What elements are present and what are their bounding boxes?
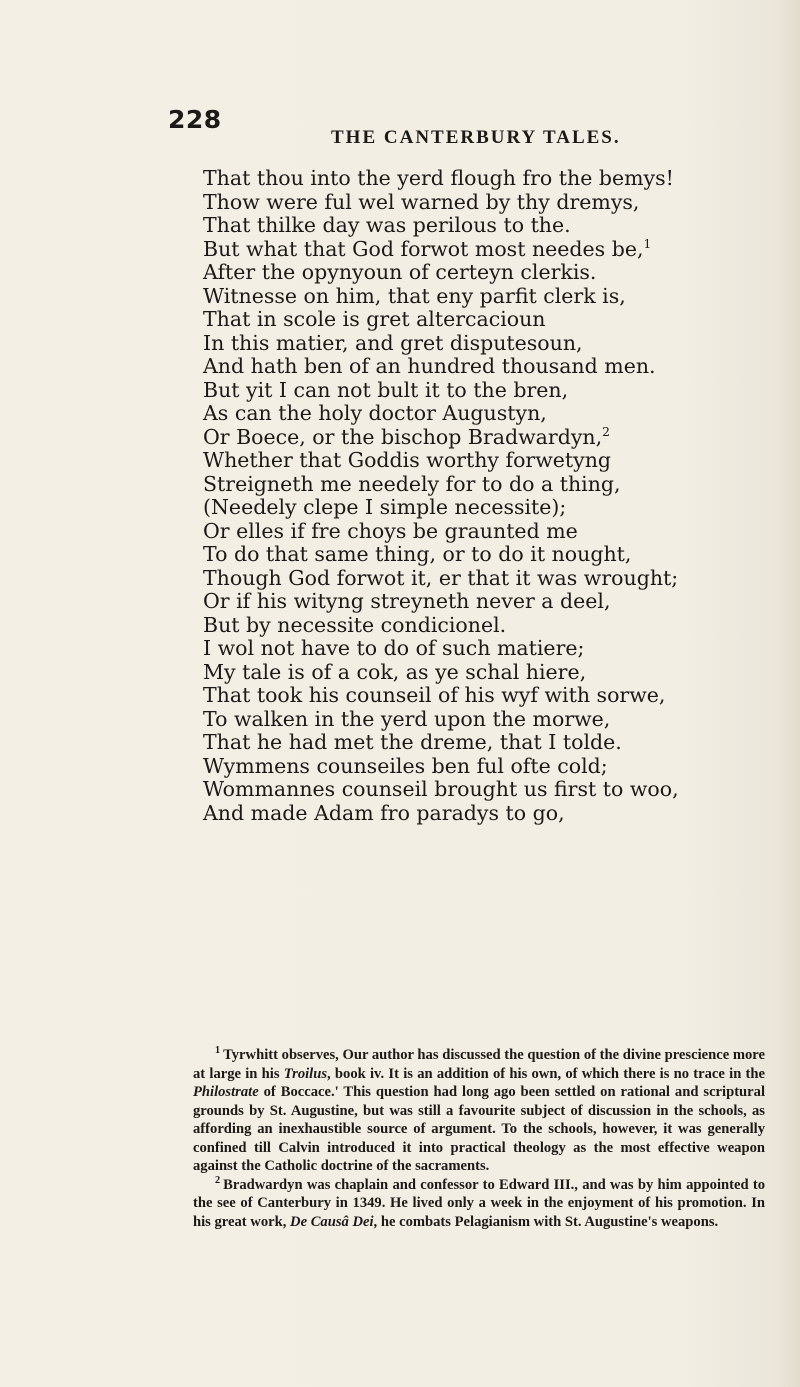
work-title: Philostrate bbox=[193, 1084, 259, 1100]
footnote-marker: 1 bbox=[643, 236, 652, 251]
poem-line: As can the holy doctor Augustyn, bbox=[203, 401, 547, 425]
poem-line: To walken in the yerd upon the morwe, bbox=[203, 706, 611, 731]
poem-line: Streigneth me needely for to do a thing, bbox=[203, 471, 621, 496]
poem-line: That thilke day was perilous to the. bbox=[203, 213, 571, 237]
page-header bbox=[168, 105, 768, 155]
page-number: 228 bbox=[168, 105, 222, 134]
poem-line: My tale is of a cok, as ye schal hiere, bbox=[203, 659, 587, 684]
poem-line: And hath ben of an hundred thousand men. bbox=[203, 354, 656, 378]
poem-line: In this matier, and gret disputesoun, bbox=[203, 330, 583, 355]
footnote-2: $^2$ Bradwardyn was chaplain and confessor to Edward III., and was by him appointed to the see of Canterbury in 1349. He lived only a week in the enjoyment of his promotion. In his great work, De Causâ Dei, he combats Pelagianism with St. Augustine's weapons. bbox=[193, 1174, 765, 1230]
poem-line: That thou into the yerd flough fro the bemys! bbox=[203, 166, 674, 190]
poem-line: But by necessite condicionel. bbox=[203, 612, 507, 637]
poem-line: Whether that Goddis worthy forwetyng bbox=[203, 448, 612, 472]
poem-line: Or elles if fre choys be graunted me bbox=[203, 518, 578, 543]
poem-line: That took his counseil of his wyf with sorwe, bbox=[203, 683, 666, 707]
poem-line: Though God forwot it, er that it was wrought; bbox=[203, 565, 679, 590]
poem-line: Or if his wityng streyneth never a deel, bbox=[203, 589, 611, 613]
poem-line: After the opynyoun of certeyn clerkis. bbox=[203, 260, 597, 284]
poem-text bbox=[203, 167, 783, 825]
footnotes bbox=[193, 1046, 765, 1231]
poem-line: Wommannes counseil brought us first to woo, bbox=[203, 777, 679, 801]
poem-line: And made Adam fro paradys to go, bbox=[203, 800, 565, 825]
poem-line: I wol not have to do of such matiere; bbox=[203, 636, 585, 660]
poem-line: To do that same thing, or to do it nought, bbox=[203, 542, 632, 566]
poem-line: Wymmens counseiles ben ful ofte cold; bbox=[203, 753, 608, 778]
poem-line: But yit I can not bult it to the bren, bbox=[203, 377, 569, 402]
footnote-1: $^1$ Tyrwhitt observes, Our author has discussed the question of the divine prescience more at large in his Troilus, book iv. It is an addition of his own, of which there is no trace in the Philostrate of Boccace.' This question had long ago been settled on rational and scriptural grounds by St. Augustine, but was still a favourite subject of discussion in the schools, as affording an inexhaustible source of argument. To the schools, however, it was generally confined till Calvin introduced it into practical theology as the most effective weapon against the Catholic doctrine of the sacraments. bbox=[193, 1045, 766, 1174]
work-title: De Causâ Dei bbox=[290, 1213, 374, 1230]
poem-line: Or Boece, or the bischop Bradwardyn,$^2$ bbox=[203, 424, 610, 449]
work-title: Troilus bbox=[283, 1065, 328, 1082]
poem-line: Witnesse on him, that eny parfit clerk is, bbox=[203, 283, 626, 308]
poem-line: But what that God forwot most needes be,$^1$ bbox=[203, 236, 652, 261]
poem-line: Thow were ful wel warned by thy dremys, bbox=[203, 189, 640, 214]
footnote-marker: 2 bbox=[602, 424, 610, 439]
running-head: THE CANTERBURY TALES. bbox=[331, 127, 621, 148]
footnote-number: 2 bbox=[215, 1174, 221, 1186]
poem-line: That he had met the dreme, that I tolde. bbox=[203, 730, 622, 754]
poem-line: That in scole is gret altercacioun bbox=[203, 307, 546, 331]
footnote-number: 1 bbox=[215, 1045, 221, 1057]
poem-line: (Needely clepe I simple necessite); bbox=[203, 495, 567, 519]
